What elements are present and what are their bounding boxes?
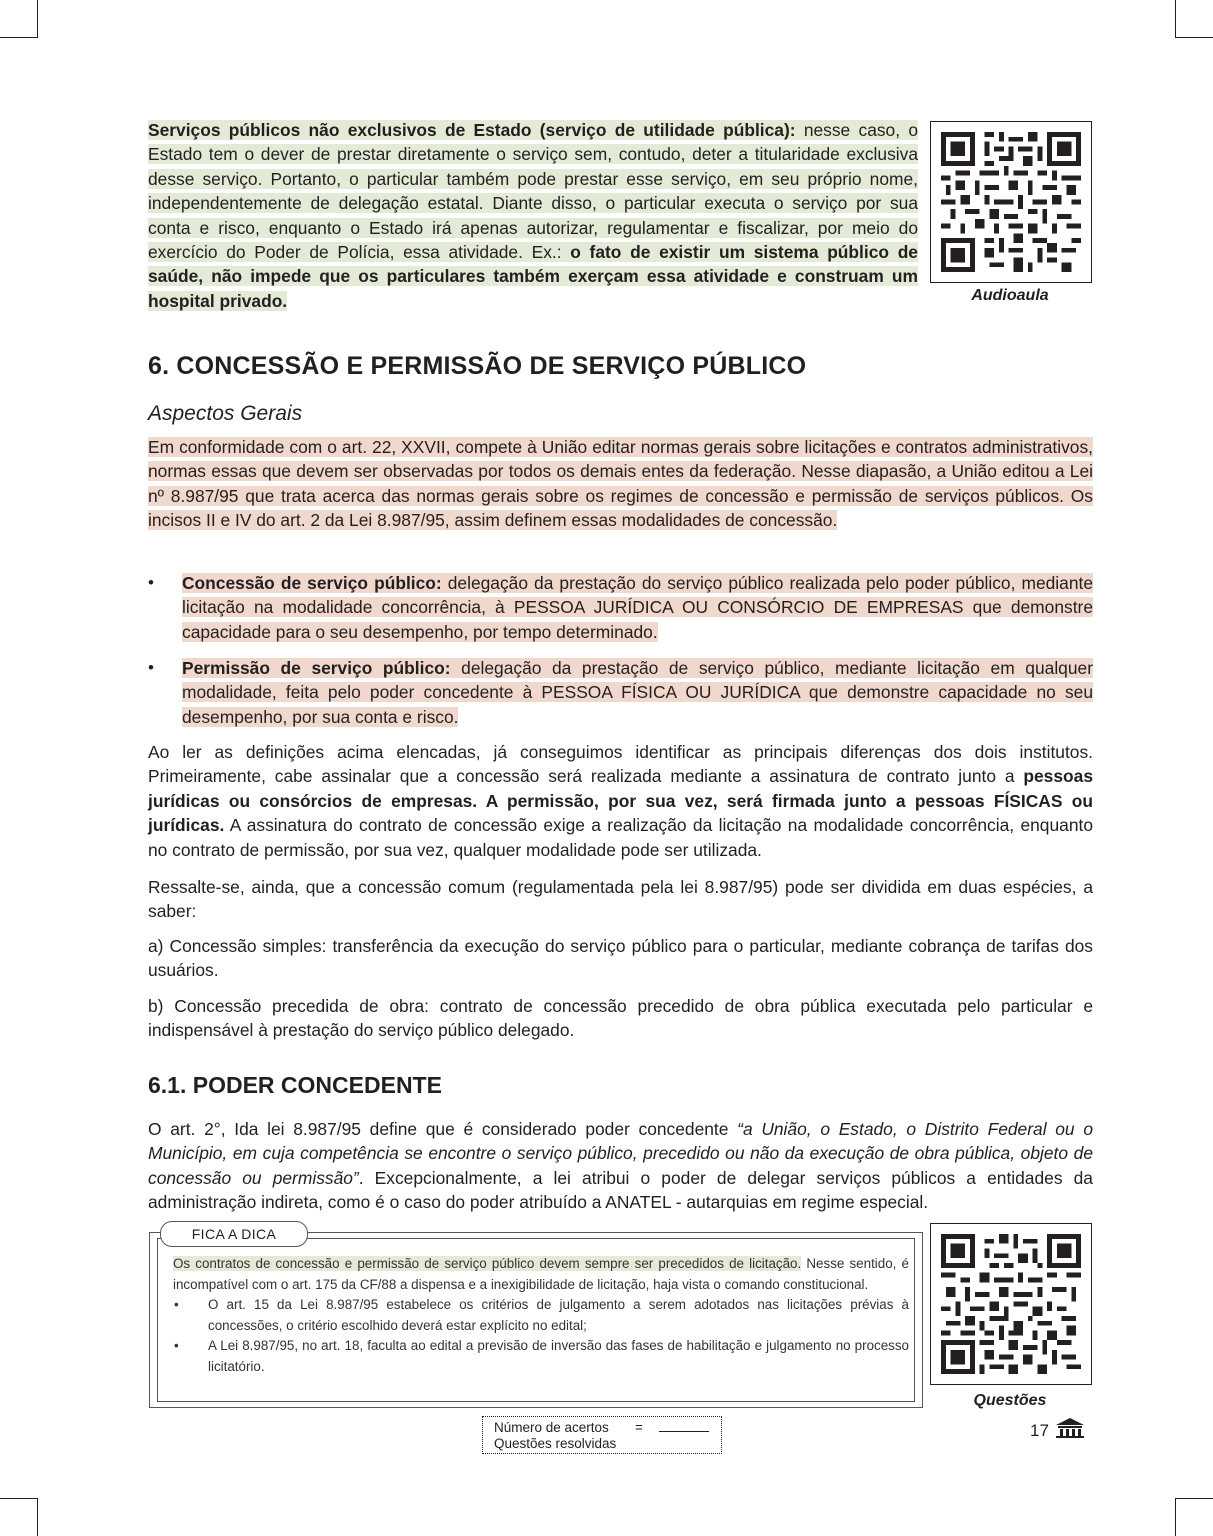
tip-intro xyxy=(173,1254,909,1295)
definitions-bold: pessoas jurídicas ou consórcios de empresas. A permissão, por sua vez, será firmada junto a pessoas FÍSICAS ou jurídicas. xyxy=(148,766,1093,836)
intro-paragraph xyxy=(148,118,918,313)
definitions-paragraph xyxy=(148,740,1093,862)
crop-mark xyxy=(1175,0,1176,38)
intro-lead: Serviços públicos não exclusivos de Estado (serviço de utilidade pública): xyxy=(148,120,796,140)
qr-code-questoes[interactable] xyxy=(930,1223,1092,1385)
crop-mark xyxy=(0,37,38,38)
preceded-concession-paragraph: b) Concessão precedida de obra: contrato de concessão precedido de obra pública executada pelo particular e indispensável à prestação do serviço público delegado. xyxy=(148,996,1093,1041)
score-label-correct: Número de acertos xyxy=(494,1420,609,1435)
subsection-title-poder: 6.1. PODER CONCEDENTE xyxy=(148,1072,442,1098)
aspects-text: Em conformidade com o art. 22, XXVII, compete à União editar normas gerais sobre licitações e contratos administrativos, normas essas que devem ser observadas por todos os demais entes da federação. Nesse diapasão, a União editou a Lei nº 8.987/95 que trata acerca das normas gerais sobre os regimes de concessão e permissão de serviços públicos. Os incisos II e IV do art. 2 da Lei 8.987/95, assim definem essas modalidades de concessão. xyxy=(148,437,1093,531)
bullet-dot: • xyxy=(148,573,154,592)
tip-bullet-dot: • xyxy=(174,1338,179,1354)
poder-lead: O art. 2°, Ida lei 8.987/95 define que é considerado poder concedente xyxy=(148,1119,738,1139)
score-equals: = xyxy=(635,1420,643,1435)
crop-mark xyxy=(37,0,38,38)
score-blank-line xyxy=(659,1431,709,1432)
simple-concession-paragraph: a) Concessão simples: transferência da execução do serviço público para o particular, mediante cobrança de tarifas dos usuários. xyxy=(148,936,1093,981)
tip-item-text: O art. 15 da Lei 8.987/95 estabelece os critérios de julgamento a serem adotados nas licitações prévias à concessões, o critério escolhido deverá estar explícito no edital; xyxy=(208,1297,909,1333)
building-logo-icon xyxy=(1055,1417,1085,1439)
tip-label: FICA A DICA xyxy=(160,1221,308,1247)
page-number: 17 xyxy=(1030,1421,1049,1440)
crop-mark xyxy=(1175,1498,1213,1499)
qr-code-icon xyxy=(941,1234,1081,1374)
bullet-text: delegação da prestação de serviço público, mediante licitação em qualquer modalidade, feita pelo poder concedente à PESSOA FÍSICA OU JURÍDICA que demonstre capacidade no seu desempenho, por sua conta e risco. xyxy=(182,658,1093,727)
tip-item-text: A Lei 8.987/95, no art. 18, faculta ao edital a previsão de inversão das fases de habilitação e julgamento no processo licitatório. xyxy=(208,1338,909,1374)
list-item-concessao xyxy=(148,571,1093,644)
section-title: 6. CONCESSÃO E PERMISSÃO DE SERVIÇO PÚBLICO xyxy=(148,352,807,380)
crop-mark xyxy=(1175,1498,1176,1536)
subsection-title-aspects: Aspectos Gerais xyxy=(148,402,303,425)
poder-quote: “a União, o Estado, o Distrito Federal ou o Município, em cuja competência se encontre o serviço público, precedido ou não da execução de obra pública, objeto de concessão ou permissão” xyxy=(148,1119,1093,1188)
definitions-text-2: A assinatura do contrato de concessão exige a realização da licitação na modalidade concorrência, enquanto no contrato de permissão, por sua vez, qualquer modalidade pode ser utilizada. xyxy=(148,815,1093,860)
tip-bullet-dot: • xyxy=(174,1297,179,1313)
poder-paragraph xyxy=(148,1117,1093,1215)
definitions-text-1: Ao ler as definições acima elencadas, já conseguimos identificar as principais diferenças dos dois institutos. Primeiramente, cabe assinalar que a concessão será realizada mediante a assinatura de contrato junto a xyxy=(148,742,1093,787)
bullet-dot: • xyxy=(148,658,154,677)
score-label-solved: Questões resolvidas xyxy=(494,1436,617,1451)
crop-mark xyxy=(0,1498,38,1499)
qr-code-icon xyxy=(941,132,1081,272)
species-paragraph: Ressalte-se, ainda, que a concessão comum (regulamentada pela lei 8.987/95) pode ser dividida em duas espécies, a saber: xyxy=(148,877,1093,922)
tip-list-item xyxy=(173,1336,909,1377)
bullet-term: Permissão de serviço público: xyxy=(182,658,451,678)
intro-example: o fato de existir um sistema público de saúde, não impede que os particulares também exerçam essa atividade e construam um hospital privado. xyxy=(148,242,918,311)
qr-code-audioaula[interactable] xyxy=(930,121,1092,283)
bullet-text: delegação da prestação do serviço público realizada pelo poder público, mediante licitação na modalidade concorrência, à PESSOA JURÍDICA OU CONSÓRCIO DE EMPRESAS que demonstre capacidade para o seu desempenho, por tempo determinado. xyxy=(182,573,1093,642)
poder-tail: . Excepcionalmente, a lei atribui o poder de delegar serviços públicos a entidades da administração indireta, como é o caso do poder atribuído a ANATEL - autarquias em regime especial. xyxy=(148,1167,1093,1213)
list-item-permissao xyxy=(148,656,1093,729)
tip-highlight: Os contratos de concessão e permissão de serviço público devem sempre ser precedidos de licitação. xyxy=(173,1256,802,1271)
tip-list-item xyxy=(173,1295,909,1336)
aspects-paragraph xyxy=(148,435,1093,533)
qr-caption-audioaula: Audioaula xyxy=(971,287,1049,304)
tip-content xyxy=(173,1254,909,1378)
score-box xyxy=(482,1416,722,1454)
intro-body: nesse caso, o Estado tem o dever de prestar diretamente o serviço sem, contudo, deter a titularidade exclusiva desse serviço. Portanto, o particular também pode prestar esse serviço, em seu próprio nome, independentemente de delegação estatal. Diante disso, o particular executa o serviço por sua conta e risco, enquanto o Estado irá apenas autorizar, regulamentar e fiscalizar, por meio do exercício do Poder de Polícia, essa atividade. Ex.: xyxy=(148,120,919,263)
crop-mark xyxy=(1175,37,1213,38)
qr-caption-questoes: Questões xyxy=(973,1392,1047,1409)
bullet-term: Concessão de serviço público: xyxy=(182,573,442,593)
tip-rest: Nesse sentido, é incompatível com o art. 175 da CF/88 a dispensa e a inexigibilidade de licitação, haja vista o comando constitucional. xyxy=(173,1256,909,1292)
crop-mark xyxy=(37,1498,38,1536)
